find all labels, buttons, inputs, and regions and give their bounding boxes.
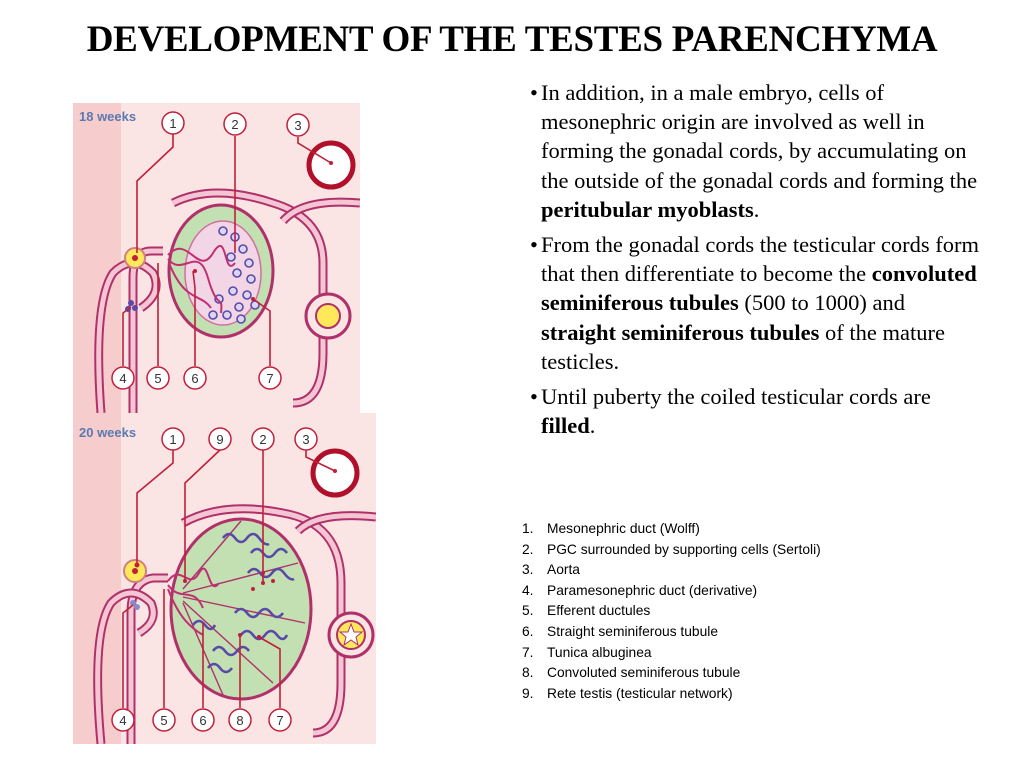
bullet-bold-text: straight seminiferous tubules	[541, 319, 820, 345]
legend-number: 8.	[522, 665, 534, 681]
legend-item	[520, 560, 940, 581]
marker-1: 1	[169, 116, 177, 131]
marker-4: 4	[119, 713, 127, 728]
marker-4: 4	[119, 371, 127, 386]
legend-item	[520, 601, 940, 622]
legend-number: 4.	[522, 582, 534, 598]
legend-text: Aorta	[547, 562, 580, 578]
marker-7: 7	[276, 713, 284, 728]
legend-item	[520, 622, 940, 643]
bullet-text: .	[753, 196, 760, 222]
legend-number: 1.	[522, 521, 534, 536]
bullet-item	[530, 78, 980, 224]
bullet-marker: •	[530, 384, 538, 410]
gonadal-cords-area	[185, 221, 261, 325]
marker-6: 6	[191, 371, 199, 386]
legend-text: Convoluted seminiferous tubule	[547, 665, 741, 681]
diagram-20-weeks-illustration	[73, 413, 376, 744]
marker-9: 9	[216, 432, 224, 447]
legend-number: 9.	[522, 685, 534, 701]
bullet-marker: •	[530, 80, 538, 105]
marker-6: 6	[199, 713, 207, 728]
legend-item	[520, 519, 940, 540]
diagram-18-weeks	[73, 103, 360, 413]
legend-text: Straight seminiferous tubule	[547, 623, 719, 639]
legend-text: PGC surrounded by supporting cells (Sertoli)	[547, 541, 821, 557]
bullet-item	[530, 382, 980, 440]
legend-text: Mesonephric duct (Wolff)	[547, 521, 700, 536]
legend-number: 3.	[522, 562, 534, 578]
legend-item	[520, 581, 940, 602]
marker-3: 3	[302, 432, 310, 447]
bullet-text: of the mature testicles.	[541, 319, 945, 374]
marker-5: 5	[154, 371, 162, 386]
legend-item	[520, 684, 940, 705]
bullet-text: .	[589, 413, 596, 439]
legend-text: Tunica albuginea	[547, 644, 652, 660]
legend-number: 6.	[522, 623, 534, 639]
bullet-list	[530, 78, 980, 446]
diagram-20-weeks	[73, 413, 376, 744]
legend-list	[520, 519, 940, 704]
bullet-text: (500 to 1000) and	[738, 290, 905, 316]
bullet-text: From the gonadal cords the testicular cords form that then differentiate to become the	[541, 232, 980, 287]
marker-5: 5	[160, 713, 168, 728]
bullet-text: Until puberty the coiled testicular cords are	[541, 384, 931, 410]
legend-text: Efferent ductules	[547, 603, 651, 619]
bullet-bold-text: peritubular myoblasts	[541, 196, 754, 222]
bullet-marker: •	[530, 232, 538, 258]
panel-label: 18 weeks	[79, 109, 137, 124]
marker-1: 1	[169, 432, 177, 447]
marker-2: 2	[259, 432, 267, 447]
legend-number: 7.	[522, 644, 534, 660]
marker-7: 7	[266, 371, 274, 386]
bullet-text: In addition, in a male embryo, cells of mesonephric origin are involved as well in forming the gonadal cords, by accumulating on the outside of the gonadal cords and forming the	[541, 80, 978, 193]
bullet-bold-text: filled	[541, 413, 590, 439]
panel-label: 20 weeks	[79, 425, 137, 440]
bullet-bold-text: convoluted seminiferous tubules	[541, 261, 977, 316]
marker-3: 3	[294, 118, 302, 133]
slide-title: DEVELOPMENT OF THE TESTES PARENCHYMA	[86, 19, 938, 60]
bullet-item	[530, 230, 980, 376]
legend-number: 2.	[522, 541, 534, 557]
legend-item	[520, 540, 940, 561]
legend-text: Paramesonephric duct (derivative)	[547, 582, 758, 598]
legend-item	[520, 663, 940, 684]
marker-2: 2	[231, 117, 239, 132]
legend-number: 5.	[522, 603, 534, 619]
diagram-18-weeks-illustration	[73, 103, 360, 413]
marker-8: 8	[236, 713, 244, 728]
legend-text: Rete testis (testicular network)	[547, 685, 733, 701]
legend-item	[520, 643, 940, 664]
